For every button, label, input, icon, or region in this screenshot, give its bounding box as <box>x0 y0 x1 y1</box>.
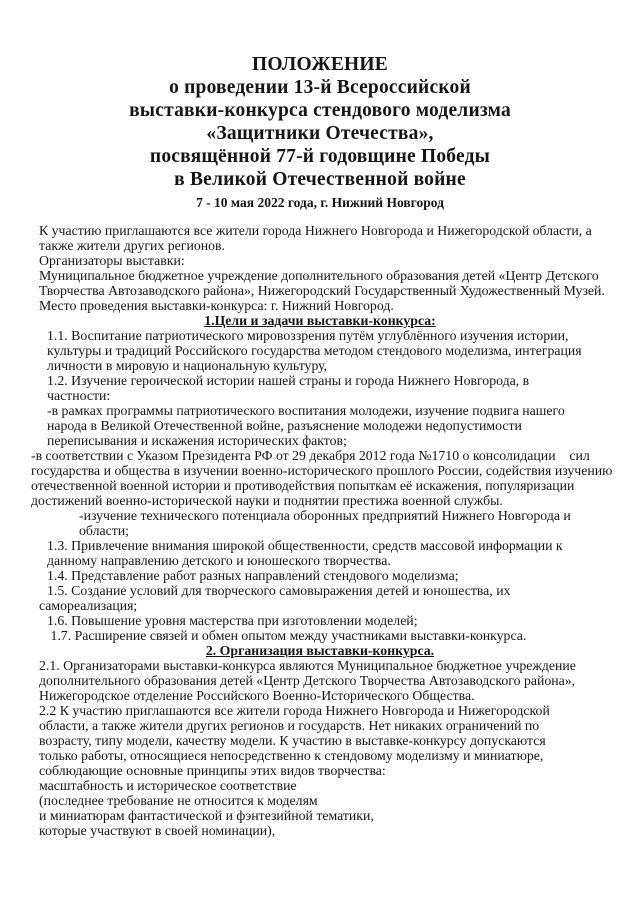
text-line: данному направлению детского и юношеского творчества. <box>47 553 391 568</box>
text-line: 1.7. Расширение связей и обмен опытом между участниками выставки-конкурса. <box>47 628 527 643</box>
text-line: дополнительного образования детей «Центр Детского Творчества Автозаводского района», <box>39 673 576 688</box>
text-line: культуры и традиций Российского государства методом стендового моделизма, интеграция <box>47 343 582 358</box>
text-line: 1.2. Изучение героической истории нашей страны и города Нижнего Новгорода, в <box>47 373 530 388</box>
text-line: -изучение технического потенциала оборонных предприятий Нижнего Новгорода и <box>79 508 571 523</box>
section-heading: 2. Организация выставки-конкурса. <box>205 643 435 658</box>
title-line: в Великой Отечественной войне <box>174 169 466 190</box>
title-line: посвящённой 77-й годовщине Победы <box>149 146 491 167</box>
date-location-line: 7 - 10 мая 2022 года, г. Нижний Новгород <box>196 195 444 210</box>
text-line: только работы, относящиеся непосредственно к стендовому моделизму и миниатюре, <box>39 748 544 763</box>
text-line: 1.3. Привлечение внимания широкой общественности, средств массовой информации к <box>47 538 563 553</box>
text-line: К участию приглашаются все жители города Нижнего Новгорода и Нижегородской области, а <box>39 223 592 238</box>
text-line: 2.2 К участию приглашаются все жители города Нижнего Новгорода и Нижегородской <box>39 703 550 718</box>
text-line: области, а также жители других регионов и государств. Нет никаких ограничений по <box>39 718 540 733</box>
text-line: и миниатюрам фантастической и фэнтезийной тематики, <box>39 808 374 823</box>
text-line: соблюдающие основные принципы этих видов творчества: <box>39 763 386 778</box>
text-line: переписывания и искажения исторических фактов; <box>47 433 347 448</box>
text-line: возрасту, типу модели, качеству модели. К участию в выставке-конкурсу допускаются <box>39 733 546 748</box>
text-line: 1.1. Воспитание патриотического мировоззрения путём углублённого изучения истории, <box>47 328 569 343</box>
text-line: которые участвуют в своей номинации), <box>39 823 276 838</box>
text-line: народа в Великой Отечественной войне, разъяснение молодежи недопустимости <box>47 418 522 433</box>
text-line: -в соответствии с Указом Президента РФ от 29 декабря 2012 года №1710 о консолидации сил <box>31 448 590 463</box>
text-line: Место проведения выставки-конкурса: г. Нижний Новгород. <box>39 298 394 313</box>
text-line: (последнее требование не относится к моделям <box>39 793 318 808</box>
text-line: масштабность и историческое соответствие <box>39 778 297 793</box>
text-line: самореализация; <box>39 598 138 613</box>
text-line: Организаторы выставки: <box>39 253 185 268</box>
section-heading: 1.Цели и задачи выставки-конкурса: <box>204 313 436 328</box>
text-line: частности: <box>47 388 111 403</box>
text-line: 2.1. Организаторами выставки-конкурса являются Муниципальное бюджетное учреждение <box>39 658 576 673</box>
title-line: выставки-конкурса стендового моделизма <box>129 100 511 121</box>
text-line: Творчества Автозаводского района», Нижегородский Государственный Художественный Музей. <box>39 283 605 298</box>
text-line: Нижегородское отделение Российского Военно-Исторического Общества. <box>39 688 475 703</box>
text-line: области; <box>79 523 129 538</box>
text-line: -в рамках программы патриотического воспитания молодежи, изучение подвига нашего <box>47 403 565 418</box>
text-line: государства и общества в изучении военно-исторического прошлого России, содействия изучению <box>31 463 613 478</box>
text-line: 1.5. Создание условий для творческого самовыражения детей и юношества, их <box>47 583 511 598</box>
text-line: отечественной военной истории и противодействия попыткам её искажения, популяризации <box>31 478 575 493</box>
text-line: 1.6. Повышение уровня мастерства при изготовлении моделей; <box>47 613 418 628</box>
text-line: Муниципальное бюджетное учреждение дополнительного образования детей «Центр Детского <box>39 268 599 283</box>
text-line: также жители других регионов. <box>39 238 225 253</box>
title-line: «Защитники Отечества», <box>206 123 434 144</box>
document-title <box>0 0 640 191</box>
text-line: достижений военно-исторической науки и поднятии престижа военной службы. <box>31 493 503 508</box>
text-line: 1.4. Представление работ разных направлений стендового моделизма; <box>47 568 459 583</box>
title-line: ПОЛОЖЕНИЕ <box>251 54 388 75</box>
title-line: о проведении 13-й Всероссийской <box>169 77 471 98</box>
text-line: личности в мировую и национальную культуру, <box>47 358 328 373</box>
document-body <box>0 223 640 838</box>
